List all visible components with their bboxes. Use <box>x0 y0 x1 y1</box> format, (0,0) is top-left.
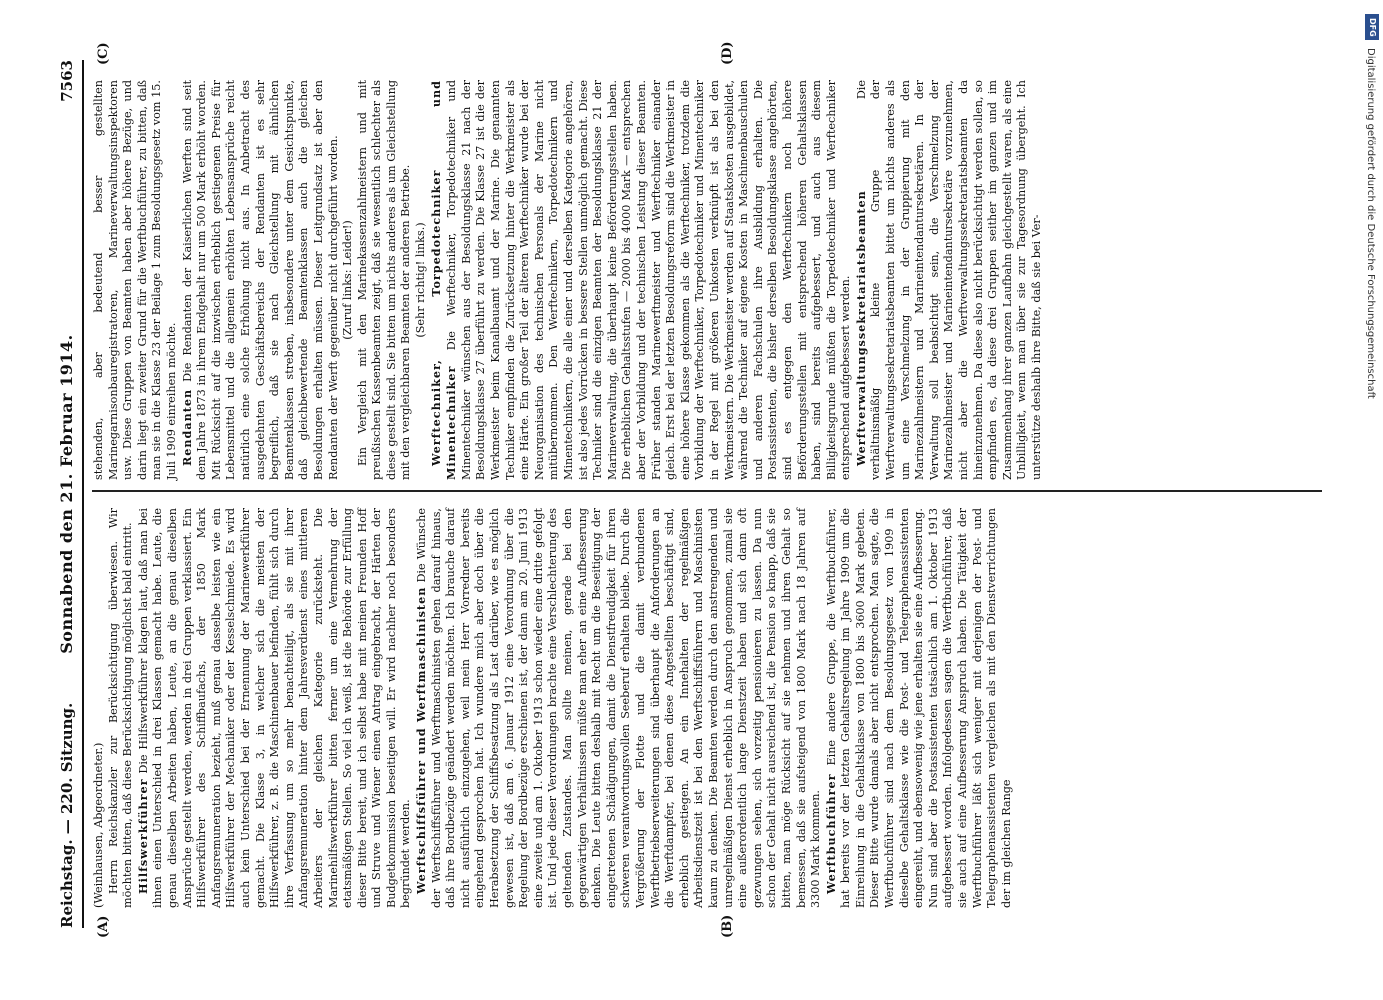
paragraph: stehenden, aber bedeutend besser gestellten Marinegarnisonbauregistratoren, Marineverwaltungsinspektoren usw. Diese Gruppen von Beamten haben aber höhere Bezüge, und darin liegt ein zweiter Grund für die Werftbuchführer, zu bitten, daß man sie in die Klasse 23 der Beilage 1 zum Besoldungsgesetz vom 15. Juli 1909 einreihen möchte. <box>92 80 178 480</box>
right-column <box>92 80 1045 480</box>
section-heading: Hilfswerkführer <box>135 778 150 894</box>
paragraph-text: Die Hilfswerkführer klagen laut, daß man bei ihnen einen Unterschied in drei Klassen gemacht habe. Leute, die genau dieselben Arbeiten haben, Leute, an die genau dieselben Ansprüche gestellt werden, werden in drei Gruppen verklassiert. Ein Hilfswerkführer des Schiffbaufachs, der 1850 Mark Anfangsremuneration bezieht, muß genau dasselbe leisten wie ein Hilfswerkführer der Mechaniker oder der Kesselschmiede. Es wird auch kein Unterschied bei der Ernennung der Marinewerkführer gemacht. Die Klasse 3, in welcher sich die meisten der Hilfswerkführer, z. B. die Maschinenbauer befinden, fühlt sich durch ihre Verfassung um so mehr benachteiligt, als sie mit ihrer Anfangsremuneration hinter dem Jahresverdienst eines mittleren Arbeiters der gleichen Kategorie zurücksteht. Die Marinehilfswerkführer bitten ferner um eine Vermehrung der etatsmäßigen Stellen. So viel ich weiß, ist die Behörde zur Erfüllung dieser Bitte bereit, und ich selbst habe mit meinen Freunden Hoff und Struve und Wiener einen Antrag eingebracht, der Härten der Budgetkommission beseitigen will. Er wird nachher noch besonders begründet werden. <box>136 508 413 908</box>
speaker-label: (Weinhausen, Abgeordneter.) <box>92 742 105 908</box>
dfg-logo: DFG <box>1365 14 1379 40</box>
paragraph-text: Die Werftechniker, Torpedotechniker und Minentechniker wünschen aus der Besoldungsklasse 21 nach der Besoldungsklasse 27 überführt zu werden. Die Klasse 27 ist die der Werkmeister beim Kanalbauamt und der Marine. Die genannten Techniker empfinden die Zurücksetzung hinter die Werkmeister als eine Härte. Ein großer Teil der älteren Werftechniker wurde bei der Neuorganisation des technischen Personals der Marine nicht mitübernommen. Den Werftechnikern, Torpedotechnikern und Minentechnikern, die alle einer und derselben Kategorie angehören, ist also jedes Vorrücken in bessere Stellen unmöglich gemacht. Diese Techniker sind die einzigen Beamten der Besoldungsklasse 21 der Marineverwaltung, die überhaupt keine Beförderungsstellen haben. Die erheblichen Gehaltsstufen — 2000 bis 4000 Mark — entsprechen aber der Vorbildung und der technischen Leistung dieser Beamten. Früher standen Marinewerftmeister und Werftechniker einander gleich. Erst bei der letzten Besoldungsreform sind die Werkmeister in eine höhere Klasse gekommen als die Werftechniker, trotzdem die Vorbildung der Werftechniker, Torpedotechniker und Minentechniker in der Regel mit größeren Unkosten verknüpft ist als bei den Werkmeistern. Die Werkmeister werden auf Staatskosten ausgebildet, während die Techniker auf eigene Kosten in Maschinenbauschulen und anderen Fachschulen ihre Ausbildung erhalten. Die Postassistenten, die bisher derselben Besoldungsklasse angehörten, sind es entgegen den Werftechnikern noch höhere Beförderungsstellen mit entsprechend höheren Gehaltsklassen haben, sind bereits aufgebessert, und auch aus diesem Billigkeitsgrunde müßten die Torpedotechniker und Werftechniker entsprechend aufgebessert werden. <box>445 80 853 480</box>
paragraph: Herrn Reichskanzler zur Berücksichtigung überwiesen. Wir möchten bitten, daß diese Berücksichtigung möglichst bald eintritt. <box>106 508 135 908</box>
section-heading: Rendanten <box>179 388 194 466</box>
paragraph <box>429 80 854 480</box>
margin-marker-c: (C) <box>96 42 111 65</box>
paragraph-text: Die Wünsche der Werftschiffsführer und Werftmaschinisten gehen darauf hinaus, daß ihre Bordbezüge geändert werden möchten. Ich brauche darauf nicht ausführlich einzugehen, weil mein Herr Vorredner bereits eingehend gesprochen hat. Ich wundere mich aber doch über die Herabsetzung der Schiffsbesatzung als Last darüber, wie es möglich gewesen ist, daß am 6. Januar 1912 eine Verordnung über die Regelung der Bordbezüge erschienen ist, der dann am 20. Juni 1913 eine zweite und am 1. Oktober 1913 schon wieder eine dritte gefolgt ist. Und jede dieser Verordnungen brachte eine Verschlechterung des geltenden Zustandes. Man sollte meinen, gerade bei den gegenwärtigen Verhältnissen müßte man eher an eine Aufbesserung denken. Die Leute bitten deshalb mit Recht um die Beseitigung der eingetretenen Schädigungen, damit die Dienstfreudigkeit für ihren schweren verantwortungsvollen Seeberuf erhalten bleibe. Durch die Vergrößerung der Flotte und die damit verbundenen Werftbetriebserweiterungen sind überhaupt die Anforderungen an die Werftdampfer, bei denen diese Angestellten beschäftigt sind, erheblich gestiegen. An ein Innehalten der regelmäßigen Arbeitsdienstzeit ist bei den Werftschiffsführern und Maschinisten kaum zu denken. Die Beamten werden durch den anstrengenden und unregelmäßigen Dienst erheblich in Anspruch genommen, zumal sie eine außerordentlich lange Dienstzeit haben und sich dann oft gezwungen sehen, sich vorzeitig pensionieren zu lassen. Da nun schon der Gehalt nicht ausreichend ist, die Pension so knapp, daß sie bitten, man möge Rücksicht auf sie nehmen und ihren Gehalt so bemessen, daß sie aufsteigend von 1800 Mark nach 18 Jahren auf 3300 Mark kommen. <box>415 507 823 908</box>
paragraph: Ein Vergleich mit den Marinekassenzahlmeistern und mit preußischen Kassenbeamten zeigt, daß sie wesentlich schlechter als diese gestellt sind. Sie bitten um nichts anderes als um Gleichstellung mit den vergleichbaren Beamten der anderen Betriebe. <box>355 80 413 480</box>
header-date: Sonnabend den 21. Februar 1914. <box>57 334 76 654</box>
paragraph-text: Die Rendanten der Kaiserlichen Werften sind seit dem Jahre 1873 in ihrem Endgehalt nur um 500 Mark erhöht worden. Mit Rücksicht auf die inzwischen erheblich gestiegenen Preise für Lebensmittel und die allgemein erhöhten Lebensansprüche reicht natürlich eine solche Erhöhung nicht aus. In Anbetracht des ausgedehnten Geschäftsbereichs der Rendanten ist es sehr begreiflich, daß sie nach Gleichstellung mit ähnlichen Beamtenklassen streben, insbesondere unter dem Gesichtspunkte, daß gleichbewertende Beamtenklassen auch die gleichen Besoldungen erhalten müssen. Dieser Leitgrundsatz ist aber den Rendanten der Werft gegenüber nicht durchgeführt worden. <box>180 80 340 480</box>
margin-marker-a: (A) <box>96 915 111 938</box>
section-heading: Werftverwaltungssekretariatsbeamten <box>853 190 868 466</box>
paragraph <box>854 80 1045 480</box>
paragraph <box>180 80 342 480</box>
digitization-credit: Digitalisierung gefördert durch die Deutsche Forschungsgemeinschaft <box>1365 48 1376 399</box>
section-heading: Werftschiffsführer und Werftmaschinisten <box>414 586 429 894</box>
paragraph <box>414 508 824 908</box>
page-header <box>38 60 84 928</box>
left-column <box>92 508 1014 908</box>
interjection: (Sehr richtig! links.) <box>414 222 428 338</box>
paragraph <box>824 508 1015 908</box>
digitization-note <box>1363 8 1383 998</box>
margin-marker-d: (D) <box>720 41 735 65</box>
margin-marker-b: (B) <box>720 914 735 938</box>
paragraph <box>136 508 414 908</box>
column-divider <box>92 491 1322 493</box>
interjection: (Zuruf links: Leider!) <box>341 220 355 340</box>
header-session: Reichstag. — 220. Sitzung. <box>58 702 76 928</box>
paragraph-text: Eine andere Gruppe, die Werftbuchführer, hat bereits vor der letzten Gehaltsregelung im Jahre 1909 um die Einreihung in die Gehaltsklasse von 1800 bis 3600 Mark gebeten. Dieser Bitte wurde damals aber nicht entsprochen. Man sagte, die Werftbuchführer sind nach dem Besoldungsgesetz von 1909 in dieselbe Gehaltsklasse wie die Post- und Telegraphenassistenten eingereiht, und ebensowenig wie jene erhalten sie eine Aufbesserung. Nun sind aber die Postassistenten tatsächlich am 1. Oktober 1913 aufgebessert worden. Infolgedessen sagen die Werftbuchführer, daß sie auch auf eine Aufbesserung Anspruch haben. Die Tätigkeit der Werftbuchführer läßt sich weniger mit derjenigen der Post- und Telegraphenassistenten vergleichen als mit den Dienstverrichtungen der im gleichen Range <box>824 508 1013 908</box>
section-heading: Werftbuchführer <box>823 773 838 894</box>
paragraph-text: Die verhältnismäßig kleine Gruppe der Werftverwaltungssekretariatsbeamten bittet um nichts anderes als um eine Verschmelzung in der Gruppierung mit den Marinezahlmeistern und Marineintendantursekretären. In der Verwaltung soll beabsichtigt sein, die Verschmelzung der Marinezahlmeister und Marineintendantursekretäre vorzunehmen, nicht aber die Werftverwaltungssekretariatsbeamten da hineinzunehmen. Da diese also nicht berücksichtigt werden sollen, so empfinden es, da diese drei Gruppen seither im ganzen und im Zusammenhang ihrer ganzen Laufbahn gleichgestellt waren, als eine Unbilligkeit, wenn man über sie zur Tagesordnung übergeht. Ich unterstütze deshalb ihre Bitte, daß sie bei Ver- <box>854 80 1043 480</box>
section-heading: Werftechniker, Torpedotechniker und Minentechniker <box>428 80 459 480</box>
page-number: 7563 <box>58 60 76 102</box>
